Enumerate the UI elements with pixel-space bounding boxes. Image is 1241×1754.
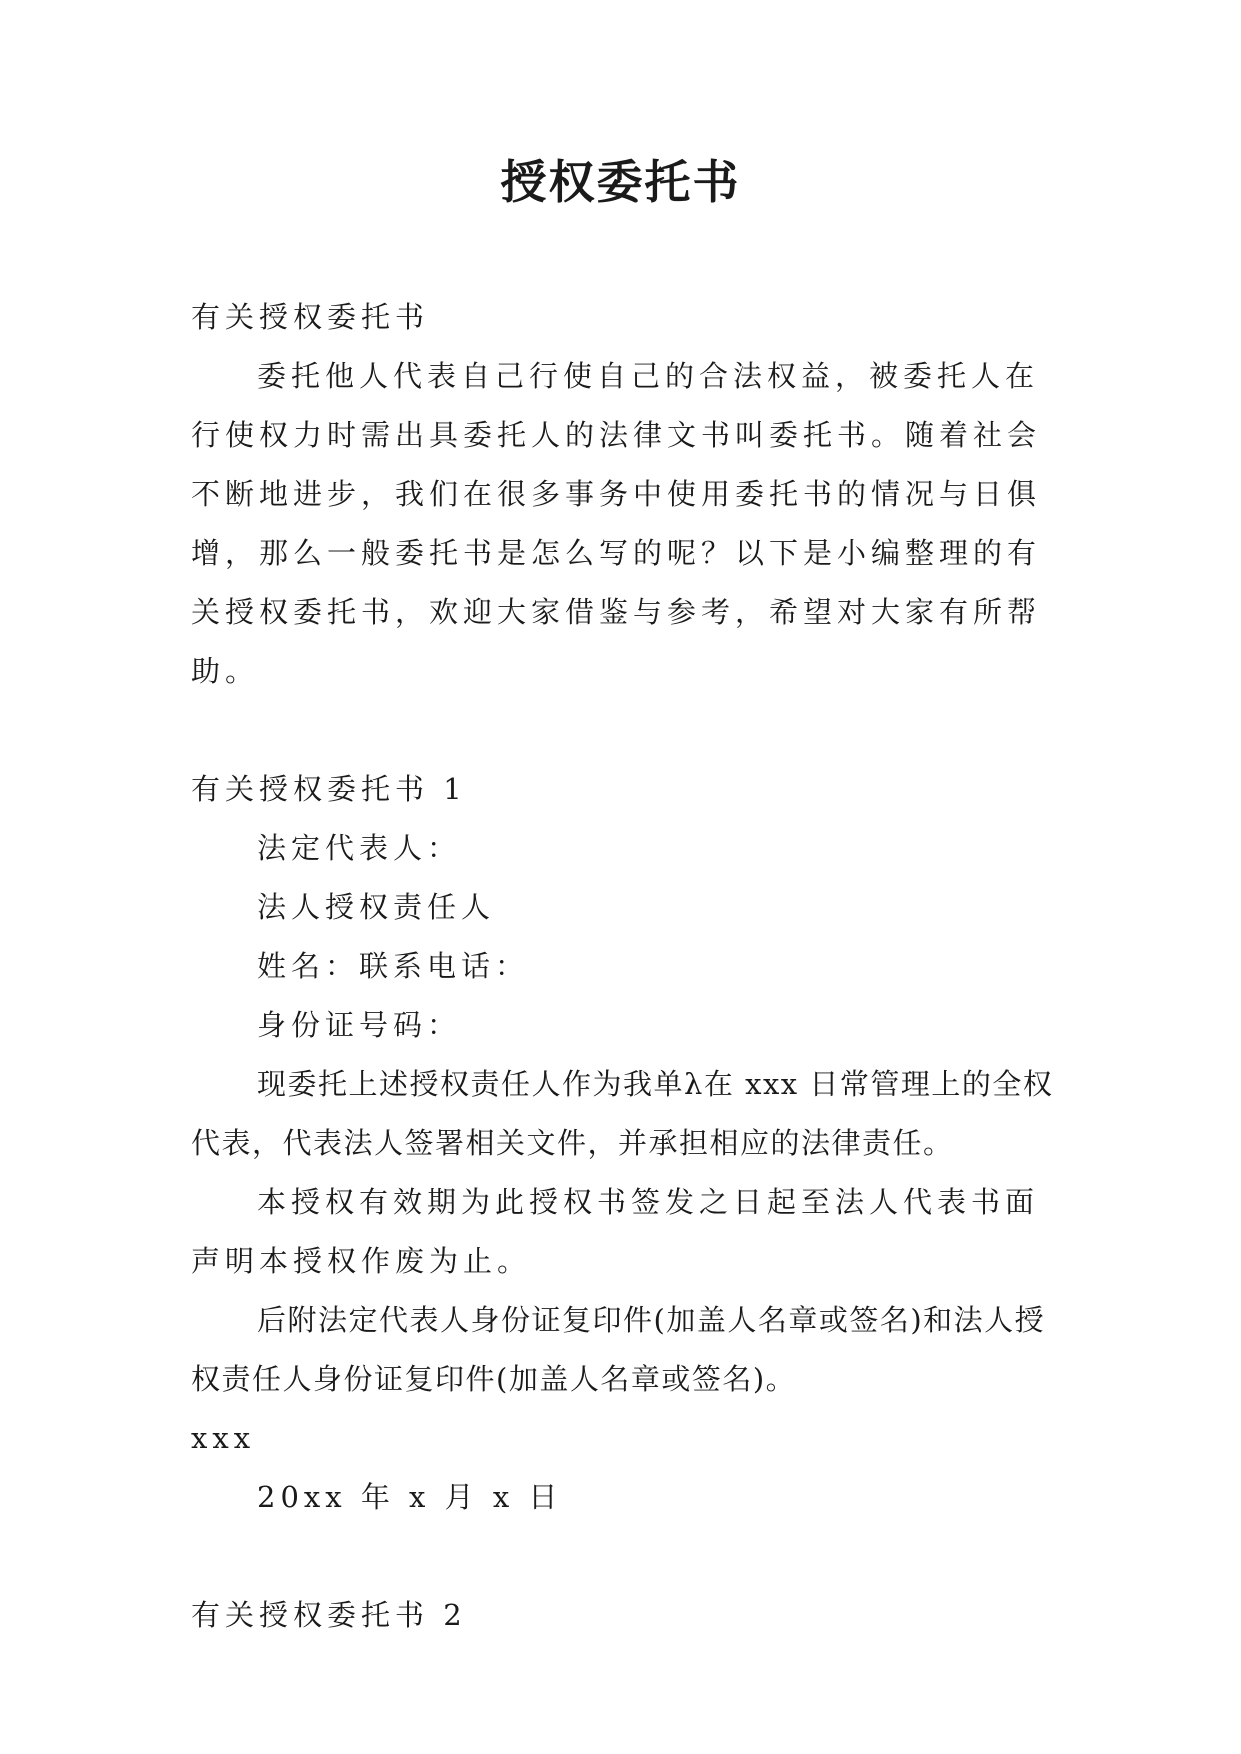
section1-heading: 有关授权委托书 1 <box>191 772 467 806</box>
intro-heading: 有关授权委托书 <box>191 300 430 334</box>
document-body <box>191 288 1061 1645</box>
signer-line: xxx <box>191 1421 256 1455</box>
section-gap-2 <box>191 1527 1061 1586</box>
validity-paragraph: 本授权有效期为此授权书签发之日起至法人代表书面声明本授权作废为止。 <box>191 1185 1040 1278</box>
intro-paragraph: 委托他人代表自己行使自己的合法权益，被委托人在行使权力时需出具委托人的法律文书叫委托书。随着社会不断地进步，我们在很多事务中使用委托书的情况与日俱增，那么一般委托书是怎么写的呢？以下是小编整理的有关授权委托书，欢迎大家借鉴与参考，希望对大家有所帮助。 <box>191 359 1042 688</box>
attachment-paragraph: 后附法定代表人身份证复印件(加盖人名章或签名)和法人授权责任人身份证复印件(加盖人名章或签名)。 <box>191 1303 1046 1396</box>
document-title: 授权委托书 <box>500 155 741 209</box>
section-gap <box>191 701 1061 760</box>
delegation-paragraph: 现委托上述授权责任人作为我单λ在 xxx 日常管理上的全权代表，代表法人签署相关文件，并承担相应的法律责任。 <box>191 1067 1054 1160</box>
date-line: 20xx 年 x 月 x 日 <box>257 1480 563 1514</box>
legal-representative-line: 法定代表人： <box>257 831 462 865</box>
section2-heading: 有关授权委托书 2 <box>191 1598 467 1632</box>
name-phone-line: 姓名：联系电话： <box>257 949 530 983</box>
id-number-line: 身份证号码： <box>257 1008 462 1042</box>
authorized-person-line: 法人授权责任人 <box>257 890 496 924</box>
